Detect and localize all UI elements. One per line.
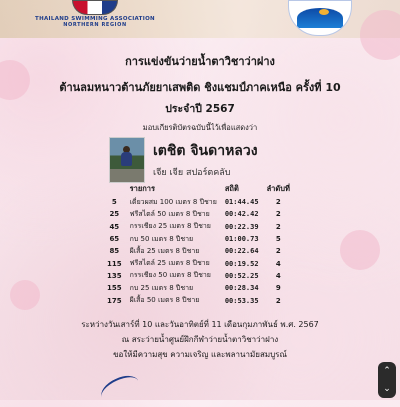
scroll-up-button[interactable]: ⌃ bbox=[383, 365, 391, 376]
event-number: 135 bbox=[107, 271, 122, 280]
event-number: 175 bbox=[107, 296, 122, 305]
event-name: กบ 50 เมตร 8 ปีชาย bbox=[129, 234, 194, 243]
logo-text-line1: THAILAND SWIMMING ASSOCIATION bbox=[35, 16, 155, 22]
event-rank: 4 bbox=[275, 271, 281, 280]
certificate-title-line3: ประจำปี 2567 bbox=[165, 103, 235, 115]
event-time: 00:22.64 bbox=[224, 247, 259, 256]
event-rank: 2 bbox=[275, 210, 281, 219]
athlete-photo bbox=[109, 137, 145, 183]
event-dates: ระหว่างวันเสาร์ที่ 10 และวันอาทิตย์ที่ 11 เดือนกุมภาพันธ์ พ.ศ. 2567 bbox=[81, 320, 319, 329]
event-number: 45 bbox=[109, 222, 120, 231]
logo-text-line2: NORTHERN REGION bbox=[63, 22, 127, 28]
table-row bbox=[103, 270, 294, 282]
event-name: ฟรีสไตล์ 25 เมตร 8 ปีชาย bbox=[129, 259, 210, 268]
event-rank: 2 bbox=[275, 296, 281, 305]
event-number: 155 bbox=[107, 284, 122, 293]
athlete-figure bbox=[121, 152, 132, 166]
event-name: ผีเสื้อ 50 เมตร 8 ปีชาย bbox=[129, 296, 200, 305]
event-time: 00:53.35 bbox=[224, 296, 259, 305]
event-rank: 9 bbox=[275, 284, 281, 293]
table-row bbox=[103, 233, 294, 245]
header-event: รายการ bbox=[129, 184, 156, 193]
event-name: ฟรีสไตล์ 50 เมตร 8 ปีชาย bbox=[129, 209, 210, 218]
athlete-club: เจีย เจีย สปอร์ตคลับ bbox=[153, 168, 231, 178]
athlete-name: เตชิต จินดาหลวง bbox=[153, 143, 258, 159]
blossom-decoration bbox=[10, 280, 40, 310]
event-number: 115 bbox=[107, 259, 122, 268]
event-name: กรรเชียง 25 เมตร 8 ปีชาย bbox=[129, 222, 211, 231]
event-venue: ณ สระว่ายน้ำศูนย์ฝึกกีฬาว่ายน้ำตาวิชาว่าฝาง bbox=[121, 335, 279, 344]
blossom-decoration bbox=[340, 230, 380, 270]
table-row bbox=[103, 282, 294, 294]
event-number: 25 bbox=[109, 210, 120, 219]
event-time: 00:28.34 bbox=[224, 284, 259, 293]
header-no bbox=[103, 182, 126, 196]
scroll-controls bbox=[378, 362, 396, 398]
event-number: 65 bbox=[109, 235, 120, 244]
association-emblem-icon bbox=[72, 0, 118, 15]
event-rank: 2 bbox=[275, 247, 281, 256]
swimmer-icon bbox=[319, 9, 329, 15]
event-name: กรรเชียง 50 เมตร 8 ปีชาย bbox=[129, 271, 211, 280]
event-name: กบ 25 เมตร 8 ปีชาย bbox=[129, 283, 194, 292]
header-rank: ลำดับที่ bbox=[266, 184, 290, 193]
event-time: 00:42.42 bbox=[224, 210, 259, 219]
results-header-row bbox=[103, 182, 294, 196]
event-rank: 2 bbox=[275, 222, 281, 231]
event-time: 00:19.52 bbox=[224, 259, 259, 268]
event-rank: 4 bbox=[275, 259, 281, 268]
signature-stroke bbox=[97, 371, 143, 407]
table-row bbox=[103, 221, 294, 233]
table-row bbox=[103, 208, 294, 220]
certificate-title-line1: การแข่งขันว่ายน้ำตาวิชาว่าฝาง bbox=[125, 55, 275, 68]
event-name: ผีเสื้อ 25 เมตร 8 ปีชาย bbox=[129, 246, 200, 255]
table-row bbox=[103, 257, 294, 269]
table-row bbox=[103, 245, 294, 257]
table-row bbox=[103, 294, 294, 306]
event-number: 85 bbox=[109, 247, 120, 256]
event-rank: 2 bbox=[275, 198, 281, 207]
table-row bbox=[103, 196, 294, 208]
event-rank: 5 bbox=[275, 235, 281, 244]
event-time: 01:44.45 bbox=[224, 198, 259, 207]
blessing-text: ขอให้มีความสุข ความเจริญ และพลานามัยสมบูรณ์ bbox=[113, 350, 287, 359]
header-time: สถิติ bbox=[224, 184, 239, 193]
swimming-association-logo bbox=[30, 0, 160, 28]
event-name: เดี่ยวผสม 100 เมตร 8 ปีชาย bbox=[129, 197, 217, 206]
results-table bbox=[103, 182, 294, 307]
scroll-down-button[interactable]: ⌄ bbox=[383, 383, 391, 394]
certificate-subtitle: มอบเกียรติบัตรฉบับนี้ไว้เพื่อแสดงว่า bbox=[142, 123, 258, 132]
event-time: 00:52.25 bbox=[224, 271, 259, 280]
event-number: 5 bbox=[111, 198, 117, 207]
certificate-title-line2: ต้านลมหนาวต้านภัยยาเสพติด ชิงแชมป์ภาคเหนือ ครั้งที่ 10 bbox=[59, 81, 341, 94]
event-time: 00:22.39 bbox=[224, 222, 259, 231]
event-time: 01:00.73 bbox=[224, 235, 259, 244]
